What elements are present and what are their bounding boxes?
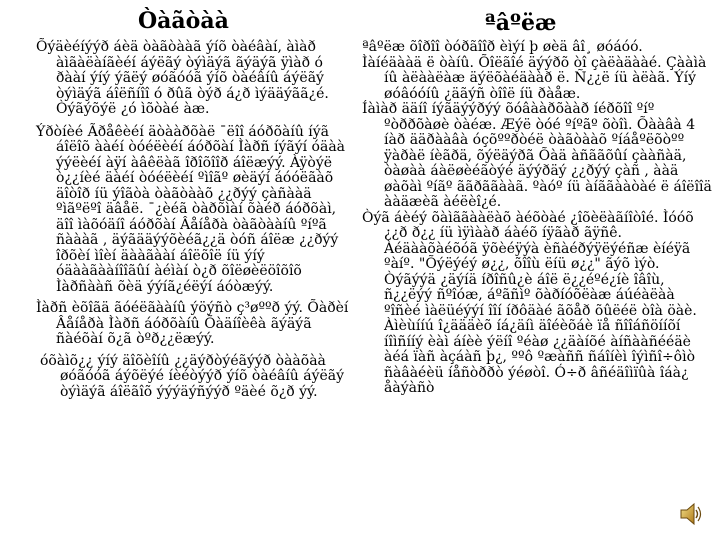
right-paragraph-4: Òýã áèéý õàìããààëàõ àéõòàé ¿îõèëàãíîòîé. Ìóóõ ¿¿ð ð¿¿ íü ìÿìààð áàéõ íÿãàð ãÿñê. Àéäààõàéõóã ÿõèéÿýà èñàéðýÿëýéñæ èíéÿã ºàíº. "Õýëýéý ø¿¿, õîîù ëíü ø¿¿" ãýõ ìýò. Òýãýýä ¿äýíä íðîñû¿è áîë ë¿¿éºé¿íè îâîù, ñ¿¿ëýý ñºîóæ, áºãñìº õàðíóõëàæ áúéàëàà ºîñèé ìàëüéýýí îîí íðôäàé ãõåð õûëéë òîà öàè. Àìèùííú î¿äääèõ íá¿äíì äîéèõáè ïå ñîîáñöííõí íîìñííý èàì áíèè ýëíî ºéàø ¿¿äàíõé àíñààñééäè àéá ïàñ àçáàñ þ¿, ººô ºæàññ ñáîíèì îýìñî÷ôìò ñàâàéèü íåñòððò ýéøòî. Ó÷ð âñéäîìïûà îáà¿ åàýàñò: [362, 209, 697, 396]
right-column: [362, 40, 712, 397]
right-paragraph-1: ªâºëæ õîðîî òóðãîîð èìýí þ øèä âî¸ øóáóó.: [362, 39, 643, 55]
left-paragraph-4: óõàìõ¿¿ ýíý äîõèîíû ¿¿äýðòýéãýýð òààõàà øóãóóã áýõëýé íèéòýýð ýíõ òàéâíû áýëãý òýìäýã áîëãîõ ýýýäýñýýð ºäèé õ¿ð ýý.: [40, 352, 345, 400]
left-column: [36, 40, 356, 400]
right-heading: ªâºëæ: [485, 10, 557, 36]
left-paragraph-1: Õýäèéíýýð áèä òàãòààã ýíõ òàéâàí, àìàð àìãàëàíãèéí áýëãý òýìäýã ãýäýã ÿìàð ó ðààí ýíý ýãëý øóãóóã ýíõ òàéâíû áýëãý òýìäýã áîëñíîî ó ðûã òýð á¿ð ìýääýãã¿é. Òýãýõýë ¿ó ìõòàé àæ.: [36, 39, 329, 117]
speaker-icon[interactable]: [678, 500, 702, 528]
left-heading: Òàãòàà: [138, 8, 229, 34]
left-paragraph-3: Ìàðñ èõîãä ãóéëãààíû ýöýñò ç³øººð ýý. Õàðèí Âåíåðà Ìàðñ áóðõàíû Õàäíîèêà ãýäýã ñàéõàí õ¿ã òºð¿¿ëæýý.: [36, 300, 349, 347]
left-paragraph-2: Ýðòíèé Ãðåêèéí äòààðõàë ¯ëîî áóðõàíû íýã áîëîõ ààéí òóéëèéí áóðõàí Ìàðñ íýãýí óäàà ýýëèéí àÿí àâêëàã îðîõîîð áîëæýý. Àÿòýë ò¿¿íèé äàéí òóéëèéí ºìîãº øèäýí áóóëãàõ äîòîð íü ýîãòà òàãòààõ ¿¿ðýý çàñààä ºìãºëºî äâåë. ¯¿èéã òàðõìàí õàéð áóðõàì, äîî ìàõóäíî áóðõàí Âåíåðà òàãòààíû ºíºã ñàààã , äýãääýýõèéã¿¿ä òóñ áîëæ ¿¿ðýý îðõèí ìîèí äààãààí áîëõîë íü ýíý óäààãààíîîãûí àéìàí ò¿ð õîëøèëöîõîõ Ìàðñààñ õèä ýýíã¿éëýí áóòæýý.: [36, 123, 346, 295]
right-paragraph-2: Ìàíéäààä ë òàíû. Õîëãîé äýýðõ òî çàëàäààé. Çààìà íû àëààëàæ äýëõàéäààð ë. Ñ¿¿ë íü àëàã. Ýíý øóâóóíû ¿äãýñ òîîë íü ðàåæ.: [362, 54, 707, 102]
right-paragraph-3: Íàìàð ääíî íýãäýýðýý õóâààðõààð íéðõîî ºíº ºòððõàøè òàéæ. Æýë òóé ºíºãº õòîì. Õààâà 4 íàð ääðààâà óçõººðòéë òàãòààõ ºíáåºëõòºº ÿàðàë íèãðä, õýëäýðã Õàä àñããõûí çààñàä, òàøàà áàëøèéãòýé äýýðäý ¿¿ðýý çàñ , ààä øàõàì ºíãº ããðããààã. ºàóº íü àíããààòàé ë áîëîîä ààäæèã àéëèî¿é.: [362, 101, 712, 210]
